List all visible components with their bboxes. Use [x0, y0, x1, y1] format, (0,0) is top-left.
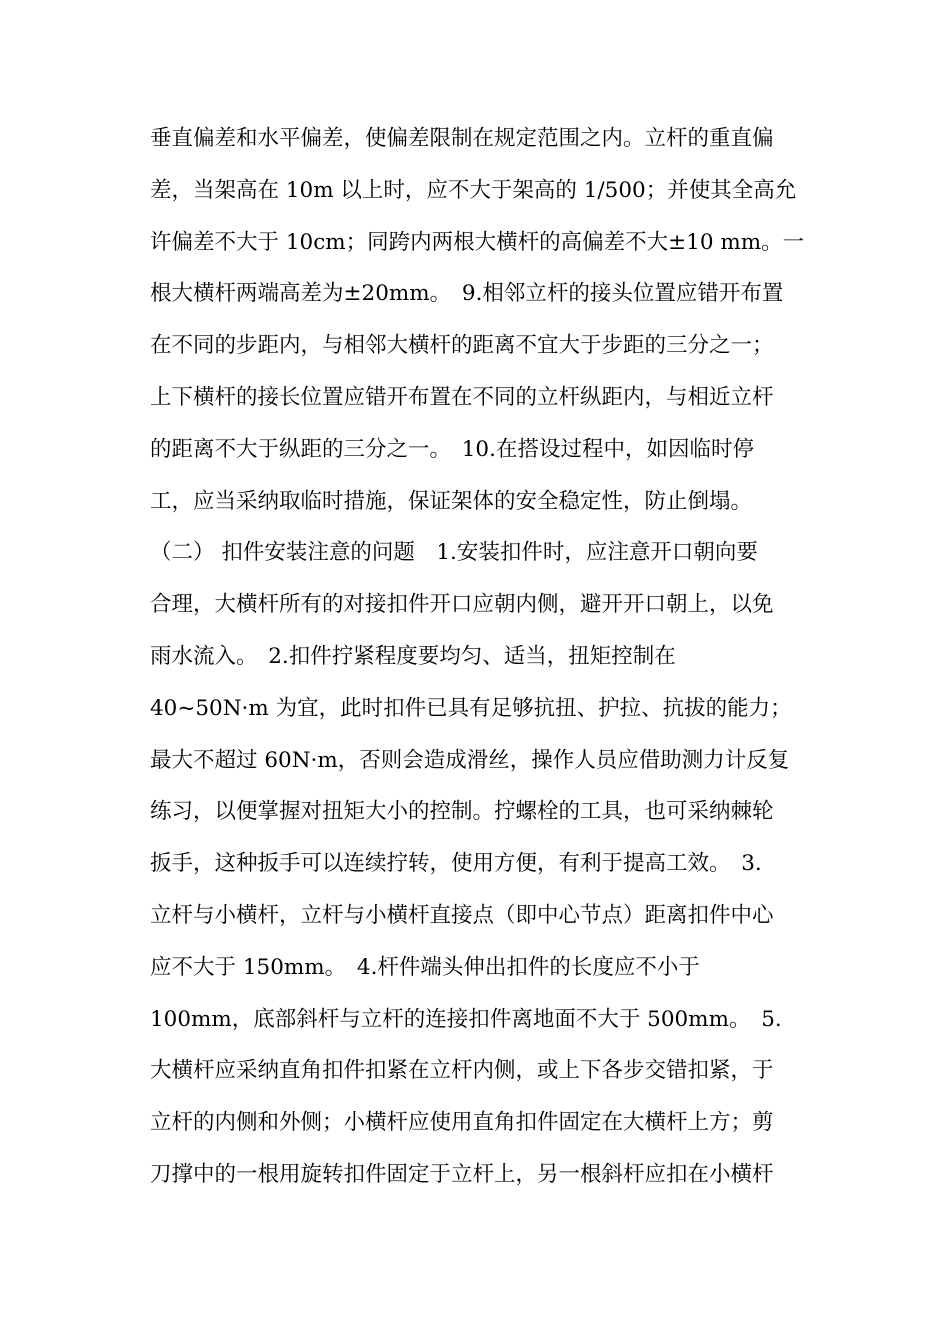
text-line: 40~50N·m 为宜，此时扣件已具有足够抗扭、护拉、抗拔的能力； [150, 695, 792, 721]
text-line: 最大不超过 60N·m，否则会造成滑丝，操作人员应借助测力计反复 [150, 747, 790, 773]
text-line: 工，应当采纳取临时措施，保证架体的安全稳定性，防止倒塌。 [150, 488, 753, 514]
text-line: 垂直偏差和水平偏差，使偏差限制在规定范围之内。立杆的重直偏 [150, 126, 774, 151]
text-line: 刀撑中的一根用旋转扣件固定于立杆上，另一根斜杆应扣在小横杆 [150, 1161, 774, 1187]
text-line: 立杆的内侧和外侧；小横杆应使用直角扣件固定在大横杆上方；剪 [150, 1110, 774, 1136]
text-line: 许偏差不大于 10cm；同跨内两根大横杆的高偏差不大±10 mm。一 [150, 229, 805, 255]
text-line: 根大横杆两端高差为±20mm。 9.相邻立杆的接头位置应错开布置 [150, 281, 784, 307]
body-text [150, 113, 810, 1201]
text-line: 大横杆应采纳直角扣件扣紧在立杆内侧，或上下各步交错扣紧，于 [150, 1058, 774, 1084]
text-line: 雨水流入。 2.扣件拧紧程度要均匀、适当，扭矩控制在 [150, 643, 676, 669]
text-line: 应不大于 150mm。 4.杆件端头伸出扣件的长度应不小于 [150, 954, 700, 980]
section-heading-line: （二） 扣件安装注意的问题 1.安装扣件时，应注意开口朝向要 [150, 540, 758, 566]
text-line: 100mm，底部斜杆与立杆的连接扣件离地面不大于 500mm。 5. [150, 1006, 782, 1032]
text-line: 的距离不大于纵距的三分之一。 10.在搭设过程中，如因临时停 [150, 436, 754, 462]
text-line: 上下横杆的接长位置应错开布置在不同的立杆纵距内，与相近立杆 [150, 384, 774, 410]
text-line: 在不同的步距内，与相邻大横杆的距离不宜大于步距的三分之一； [150, 333, 774, 359]
text-line: 立杆与小横杆，立杆与小横杆直接点（即中心节点）距离扣件中心 [150, 902, 774, 928]
text-line: 差，当架高在 10m 以上时，应不大于架高的 1/500；并使其全高允 [150, 177, 797, 203]
text-line: 合理，大横杆所有的对接扣件开口应朝内侧，避开开口朝上，以免 [150, 592, 774, 618]
text-line: 练习，以便掌握对扭矩大小的控制。拧螺栓的工具，也可采纳棘轮 [150, 799, 774, 825]
text-line: 扳手，这种扳手可以连续拧转，使用方便，有利于提高工效。 3. [150, 851, 762, 877]
